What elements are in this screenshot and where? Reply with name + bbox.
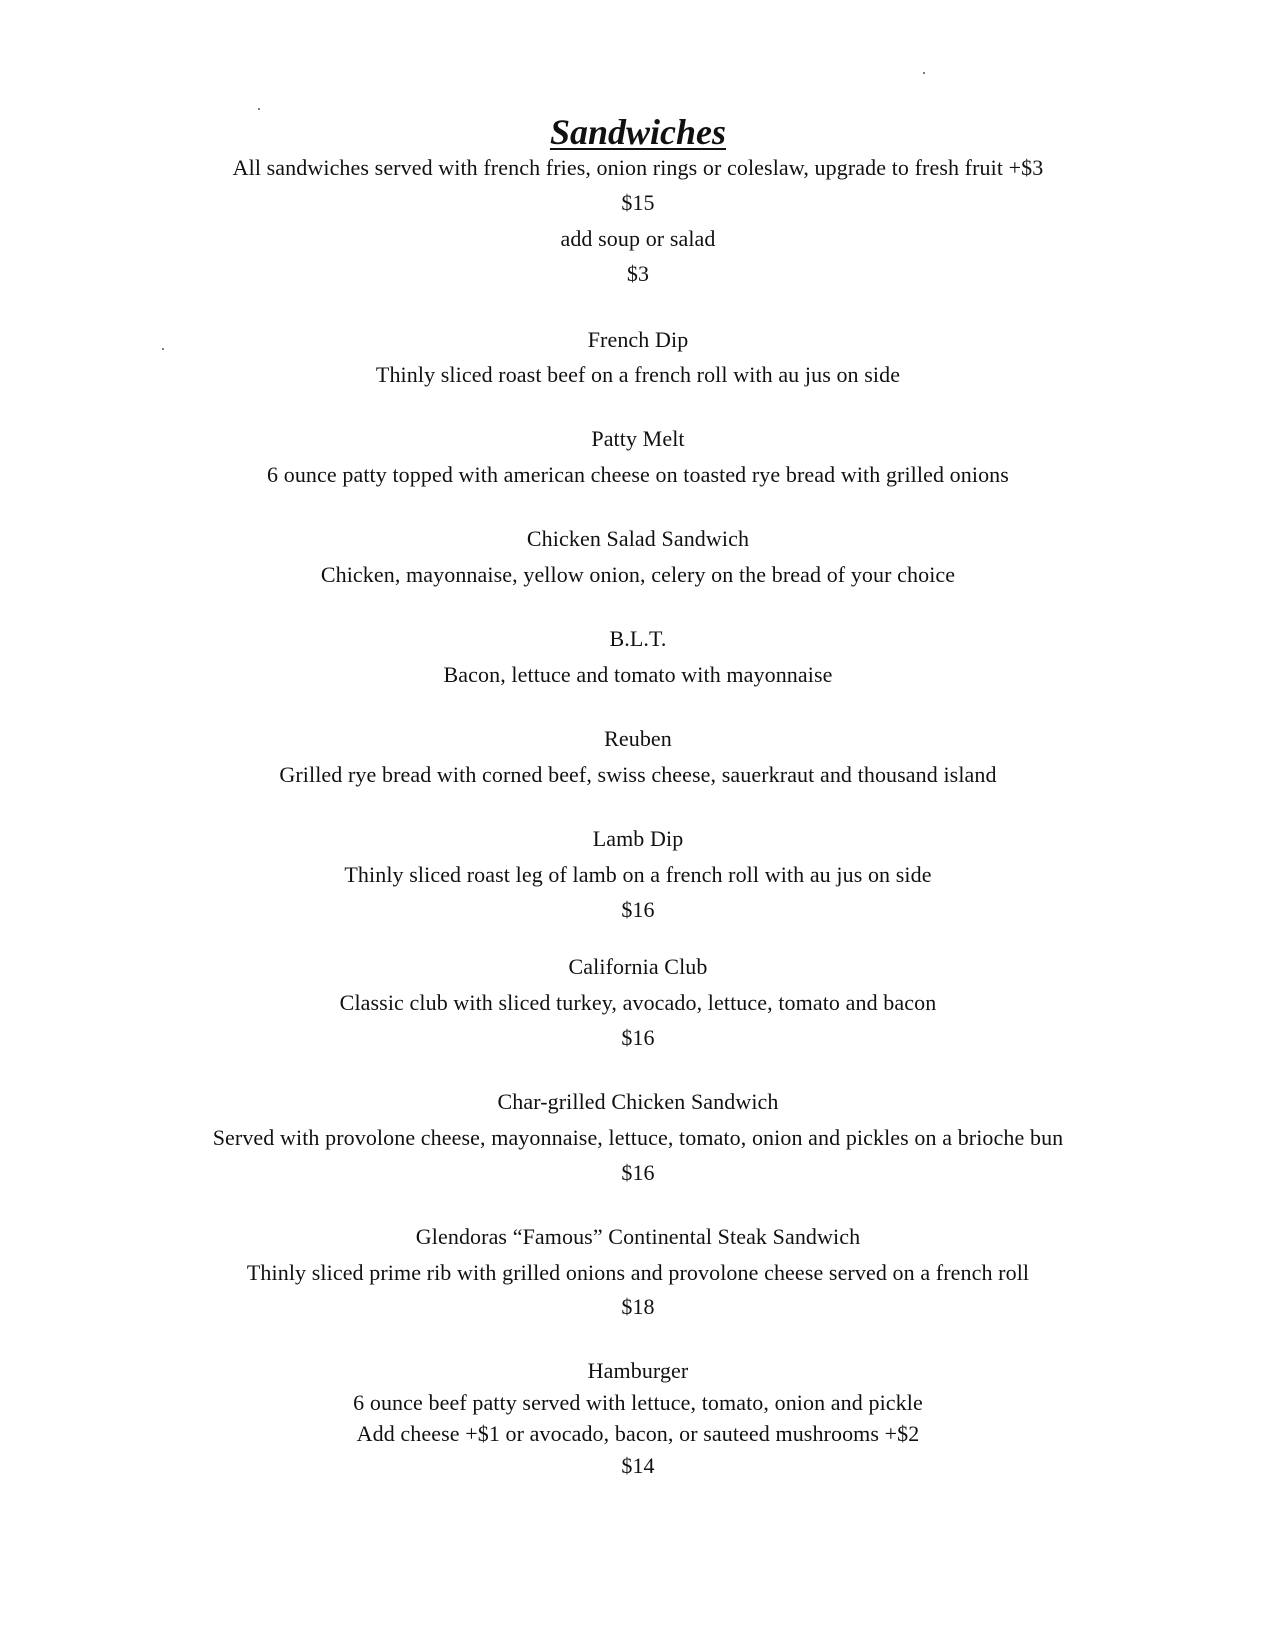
item-description: Chicken, mayonnaise, yellow onion, celery on the bread of your choice	[320, 562, 956, 587]
item-note: Add cheese +$1 or avocado, bacon, or sauteed mushrooms +$2	[356, 1421, 920, 1446]
addon-price: $3	[626, 261, 650, 286]
item-description: Thinly sliced prime rib with grilled onions and provolone cheese served on a french roll	[246, 1260, 1030, 1285]
item-price: $18	[621, 1294, 655, 1319]
base-price: $15	[621, 190, 655, 215]
scan-speck	[923, 72, 925, 74]
item-description: 6 ounce beef patty served with lettuce, tomato, onion and pickle	[353, 1390, 923, 1415]
item-description: 6 ounce patty topped with american cheese on toasted rye bread with grilled onions	[267, 462, 1009, 487]
item-description: Thinly sliced roast beef on a french roll with au jus on side	[375, 362, 901, 387]
item-name: California Club	[568, 954, 708, 979]
item-name: Glendoras “Famous” Continental Steak Sandwich	[415, 1224, 861, 1249]
item-description: Grilled rye bread with corned beef, swiss cheese, sauerkraut and thousand island	[279, 762, 997, 787]
addon-text: add soup or salad	[560, 226, 716, 251]
item-name: Char-grilled Chicken Sandwich	[497, 1089, 779, 1114]
item-name: Reuben	[604, 726, 672, 751]
item-name: Lamb Dip	[592, 826, 684, 851]
menu-title: Sandwiches	[549, 112, 727, 152]
item-name: Chicken Salad Sandwich	[526, 526, 750, 551]
item-price: $16	[621, 1025, 655, 1050]
item-description: Served with provolone cheese, mayonnaise, lettuce, tomato, onion and pickles on a brioche bun	[212, 1125, 1064, 1150]
menu-intro: All sandwiches served with french fries, onion rings or coleslaw, upgrade to fresh fruit +$3	[232, 155, 1044, 180]
item-name: Hamburger	[587, 1358, 689, 1383]
item-name: Patty Melt	[591, 426, 685, 451]
item-price: $16	[621, 897, 655, 922]
item-description: Bacon, lettuce and tomato with mayonnaise	[443, 662, 833, 687]
item-name: B.L.T.	[609, 626, 667, 651]
item-price: $14	[621, 1453, 655, 1478]
item-name: French Dip	[587, 327, 689, 352]
item-price: $16	[621, 1160, 655, 1185]
item-description: Thinly sliced roast leg of lamb on a french roll with au jus on side	[344, 862, 932, 887]
item-description: Classic club with sliced turkey, avocado, lettuce, tomato and bacon	[339, 990, 937, 1015]
